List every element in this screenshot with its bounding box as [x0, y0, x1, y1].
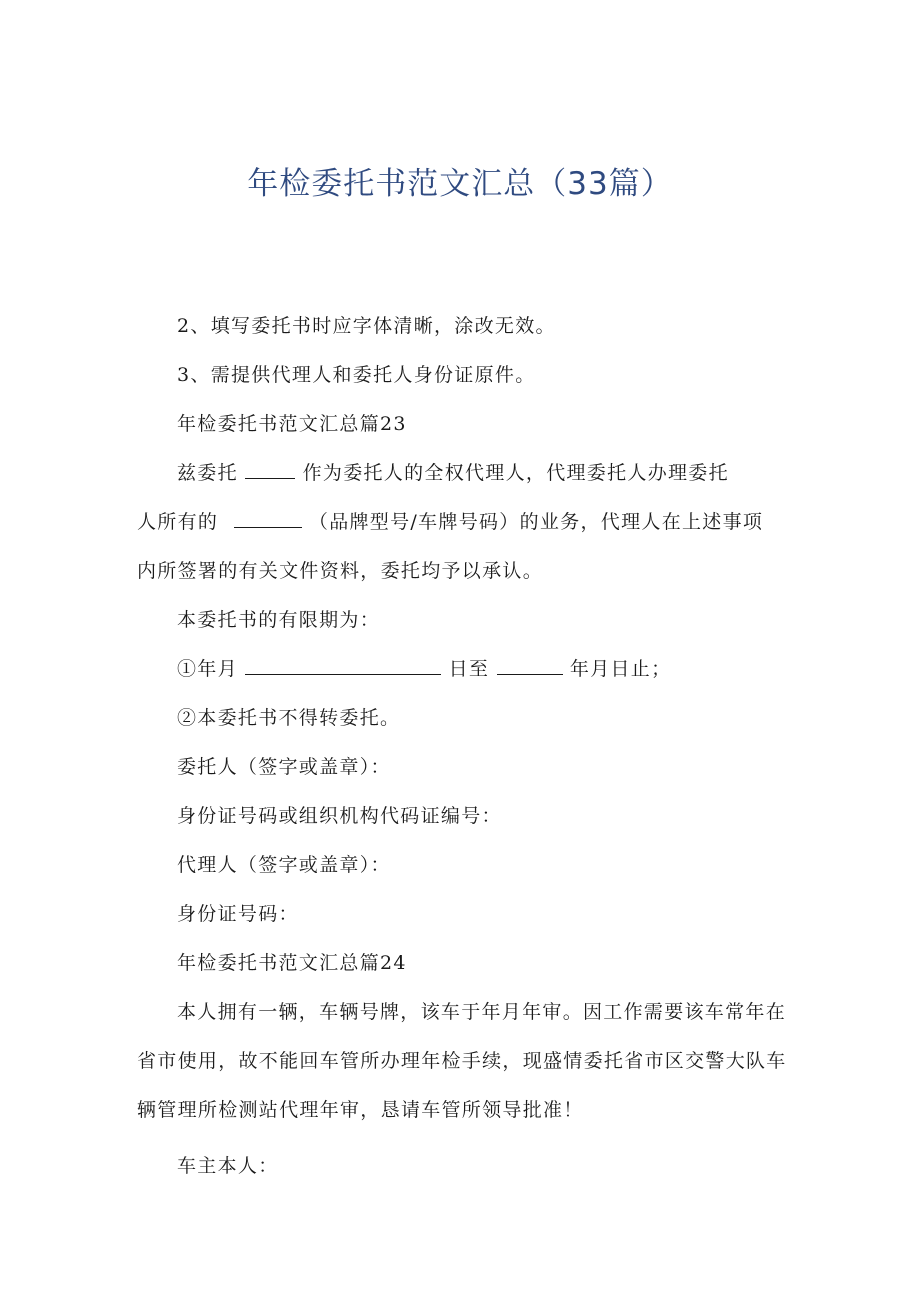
paragraph-annual-line-1: 本人拥有一辆，车辆号牌，该车于年月年审。因工作需要该车常年在 [177, 1001, 787, 1023]
section-heading-24: 年检委托书范文汇总篇24 [177, 952, 407, 974]
paragraph-annual-line-2: 省市使用，故不能回车管所办理年检手续，现盛情委托省市区交警大队车 [137, 1050, 787, 1072]
fill-blank-agent [245, 460, 295, 479]
text-segment: 人所有的 [137, 511, 219, 533]
page-title: 年检委托书范文汇总（33篇） [247, 166, 673, 202]
text-segment: ①年月 [177, 658, 238, 680]
paragraph-annual-line-3: 辆管理所检测站代理年审，恳请车管所领导批准！ [137, 1099, 584, 1121]
text-segment: （品牌型号/车牌号码）的业务，代理人在上述事项 [308, 511, 764, 533]
fill-blank-vehicle [234, 509, 302, 528]
no-subdelegation-line: ②本委托书不得转委托。 [177, 707, 401, 729]
text-segment: 兹委托 [177, 462, 238, 484]
agent-signature-label: 代理人（签字或盖章）： [177, 854, 391, 876]
section-heading-23: 年检委托书范文汇总篇23 [177, 413, 407, 435]
paragraph-entrust-line-3: 内所签署的有关文件资料，委托均予以承认。 [137, 560, 544, 582]
text-segment: 日至 [448, 658, 490, 680]
body-line-note-3: 3、需提供代理人和委托人身份证原件。 [177, 364, 536, 386]
owner-signature-label: 车主本人： [177, 1155, 279, 1177]
principal-signature-label: 委托人（签字或盖章）： [177, 756, 391, 778]
fill-blank-end-date [497, 656, 563, 675]
principal-id-label: 身份证号码或组织机构代码证编号： [177, 805, 502, 827]
validity-label: 本委托书的有限期为： [177, 609, 381, 631]
body-line-note-2: 2、填写委托书时应字体清晰，涂改无效。 [177, 315, 556, 337]
text-segment: 作为委托人的全权代理人，代理委托人办理委托 [302, 462, 729, 484]
validity-date-line [177, 656, 671, 682]
paragraph-entrust-line-1 [177, 460, 729, 486]
fill-blank-start-date [245, 656, 441, 675]
paragraph-entrust-line-2 [137, 509, 763, 535]
text-segment: 年月日止； [569, 658, 672, 680]
agent-id-label: 身份证号码： [177, 903, 299, 925]
